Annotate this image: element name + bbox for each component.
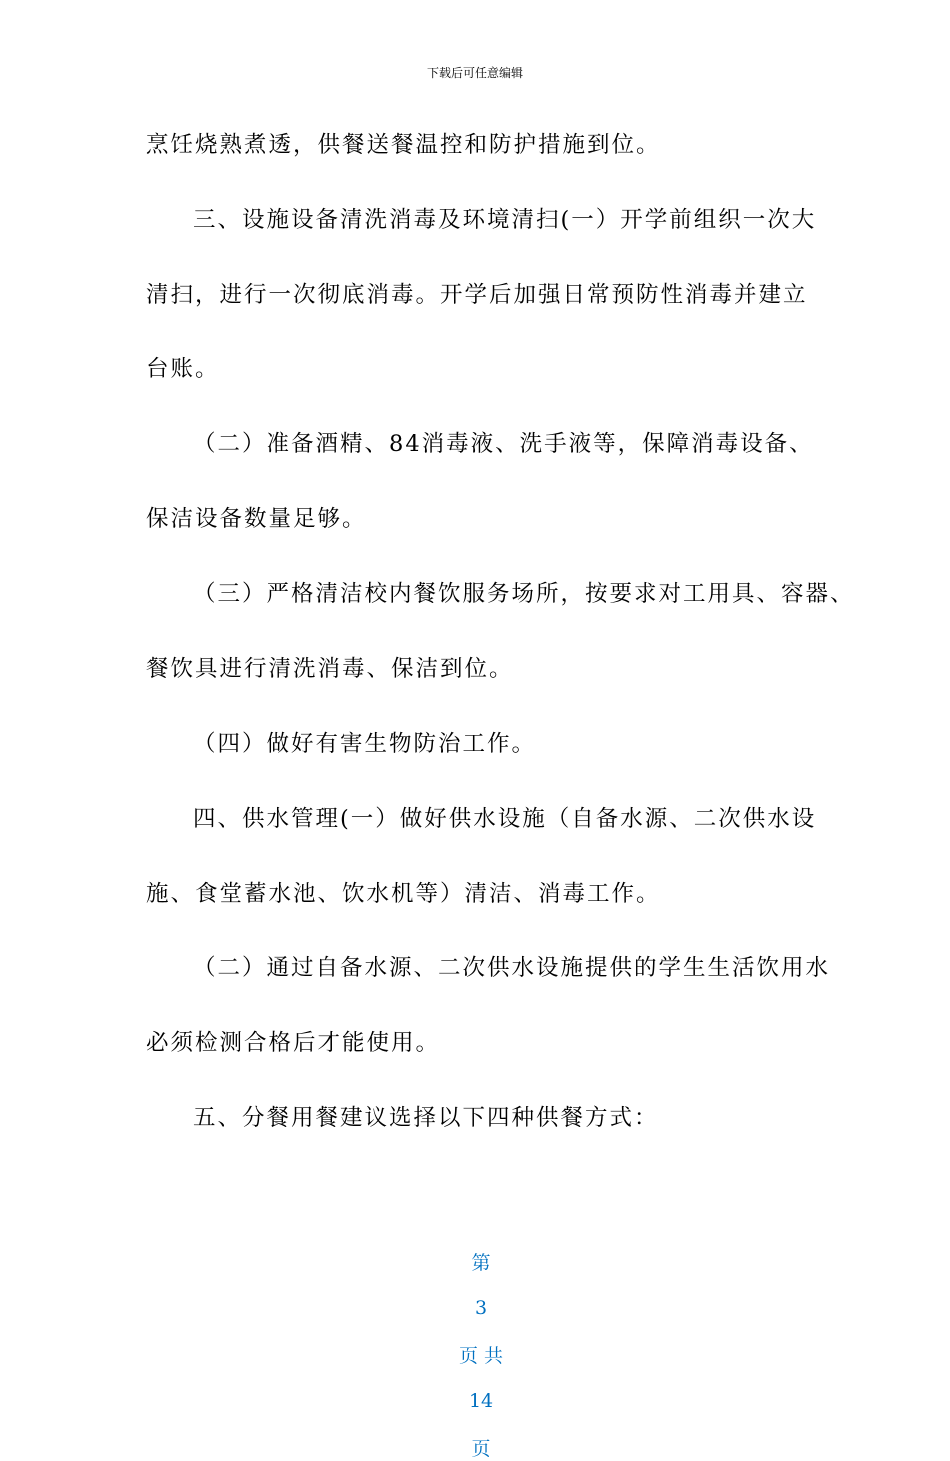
body-line: 施、食堂蓄水池、饮水机等）清洁、消毒工作。	[146, 881, 661, 907]
body-line: 烹饪烧熟煮透，供餐送餐温控和防护措施到位。	[146, 132, 661, 158]
footer-label-total: 页 共	[459, 1345, 504, 1367]
body-line: 餐饮具进行清洗消毒、保洁到位。	[146, 656, 514, 682]
footer-current-page: 3	[475, 1297, 488, 1319]
footer-label-page: 第	[471, 1252, 491, 1274]
body-line: 必须检测合格后才能使用。	[146, 1030, 441, 1056]
body-line: 台账。	[146, 356, 220, 382]
footer-total-pages: 14	[468, 1390, 494, 1412]
body-line: 清扫，进行一次彻底消毒。开学后加强日常预防性消毒并建立	[146, 282, 808, 308]
body-line: （二）通过自备水源、二次供水设施提供的学生生活饮用水	[193, 955, 831, 981]
page-header-note: 下载后可任意编辑	[426, 66, 523, 80]
body-line: 四、供水管理(一）做好供水设施（自备水源、二次供水设	[193, 806, 817, 832]
body-line: 五、分餐用餐建议选择以下四种供餐方式：	[193, 1105, 659, 1131]
body-line: 保洁设备数量足够。	[146, 506, 367, 532]
body-line: （四）做好有害生物防治工作。	[193, 731, 537, 757]
footer-label-end: 页	[471, 1438, 491, 1460]
body-line: （三）严格清洁校内餐饮服务场所，按要求对工用具、容器、	[193, 581, 855, 607]
body-line: 三、设施设备清洗消毒及环境清扫(一）开学前组织一次大	[193, 207, 817, 233]
body-line: （二）准备酒精、84消毒液、洗手液等，保障消毒设备、	[193, 431, 814, 457]
